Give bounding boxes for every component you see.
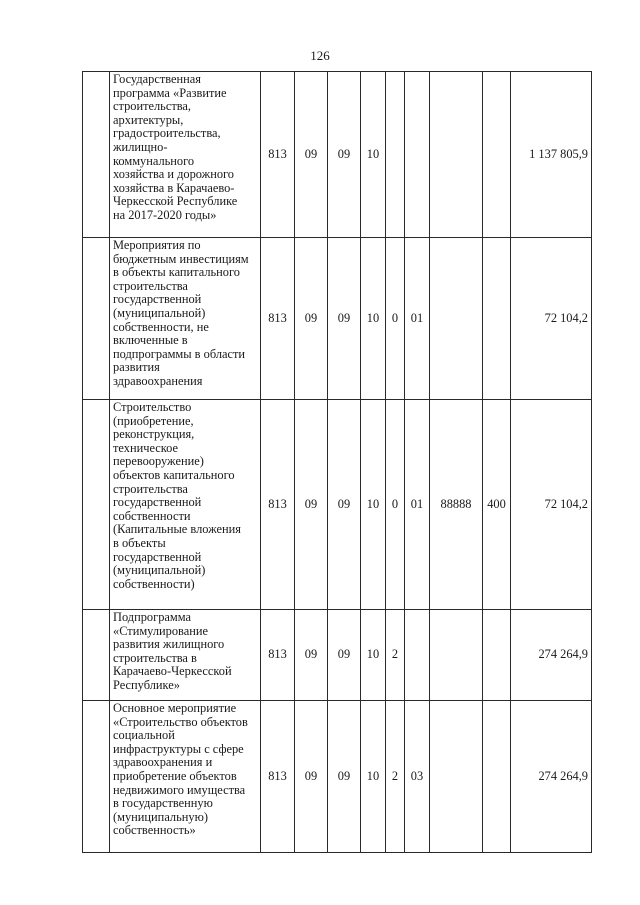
subsection-code-cell: 09 [328, 701, 361, 853]
amount-cell: 1 137 805,9 [511, 72, 592, 238]
expense-type-cell: 400 [483, 400, 511, 610]
program-code-cell: 10 [361, 400, 386, 610]
subprogram-code-cell [386, 72, 405, 238]
program-code-cell: 10 [361, 610, 386, 701]
item-name-cell: Государственная программа «Развитие строительства, архитектуры, градостроительства, жилищно- коммунального хозяйства и дорожного хозяйства в Карачаево- Черкесской Республике на 2017-2020 годы» [110, 72, 261, 238]
subprogram-code-cell: 0 [386, 400, 405, 610]
program-code-cell: 10 [361, 701, 386, 853]
main-event-code-cell: 03 [405, 701, 430, 853]
row-number-cell [83, 701, 110, 853]
section-code-cell: 09 [295, 400, 328, 610]
section-code-cell: 09 [295, 238, 328, 400]
page-number: 126 [310, 48, 330, 63]
table-row [83, 610, 592, 701]
amount-cell: 72 104,2 [511, 238, 592, 400]
item-name-cell: Основное мероприятие «Строительство объектов социальной инфраструктуры с сфере здравоохранения и приобретение объектов недвижимого имущества в государственную (муниципальную) собственность» [110, 701, 261, 853]
direction-code-cell [430, 238, 483, 400]
ministry-code-cell: 813 [261, 610, 295, 701]
main-event-code-cell [405, 610, 430, 701]
direction-code-cell [430, 701, 483, 853]
section-code-cell: 09 [295, 72, 328, 238]
program-code-cell: 10 [361, 72, 386, 238]
subprogram-code-cell: 2 [386, 610, 405, 701]
item-name-cell: Подпрограмма «Стимулирование развития жилищного строительства в Карачаево-Черкесской Республике» [110, 610, 261, 701]
table-row [83, 701, 592, 853]
main-event-code-cell: 01 [405, 400, 430, 610]
ministry-code-cell: 813 [261, 400, 295, 610]
table-row [83, 400, 592, 610]
amount-cell: 274 264,9 [511, 701, 592, 853]
amount-cell: 274 264,9 [511, 610, 592, 701]
ministry-code-cell: 813 [261, 701, 295, 853]
direction-code-cell [430, 72, 483, 238]
direction-code-cell: 88888 [430, 400, 483, 610]
item-name-cell: Строительство (приобретение, реконструкция, техническое перевооружение) объектов капитального строительства государственной собственности (Капитальные вложения в объекты государственной (муниципальной) собственности) [110, 400, 261, 610]
row-number-cell [83, 610, 110, 701]
table-row [83, 72, 592, 238]
amount-cell: 72 104,2 [511, 400, 592, 610]
ministry-code-cell: 813 [261, 238, 295, 400]
row-number-cell [83, 72, 110, 238]
expense-type-cell [483, 701, 511, 853]
table-row [83, 238, 592, 400]
expense-type-cell [483, 238, 511, 400]
expense-type-cell [483, 610, 511, 701]
section-code-cell: 09 [295, 701, 328, 853]
subprogram-code-cell: 0 [386, 238, 405, 400]
subsection-code-cell: 09 [328, 610, 361, 701]
expense-type-cell [483, 72, 511, 238]
main-event-code-cell [405, 72, 430, 238]
main-event-code-cell: 01 [405, 238, 430, 400]
section-code-cell: 09 [295, 610, 328, 701]
item-name-cell: Мероприятия по бюджетным инвестициям в объекты капитального строительства государственной (муниципальной) собственности, не включенные в подпрограммы в области развития здравоохранения [110, 238, 261, 400]
ministry-code-cell: 813 [261, 72, 295, 238]
subsection-code-cell: 09 [328, 400, 361, 610]
program-code-cell: 10 [361, 238, 386, 400]
row-number-cell [83, 400, 110, 610]
subprogram-code-cell: 2 [386, 701, 405, 853]
direction-code-cell [430, 610, 483, 701]
subsection-code-cell: 09 [328, 72, 361, 238]
row-number-cell [83, 238, 110, 400]
budget-table [82, 71, 592, 853]
subsection-code-cell: 09 [328, 238, 361, 400]
